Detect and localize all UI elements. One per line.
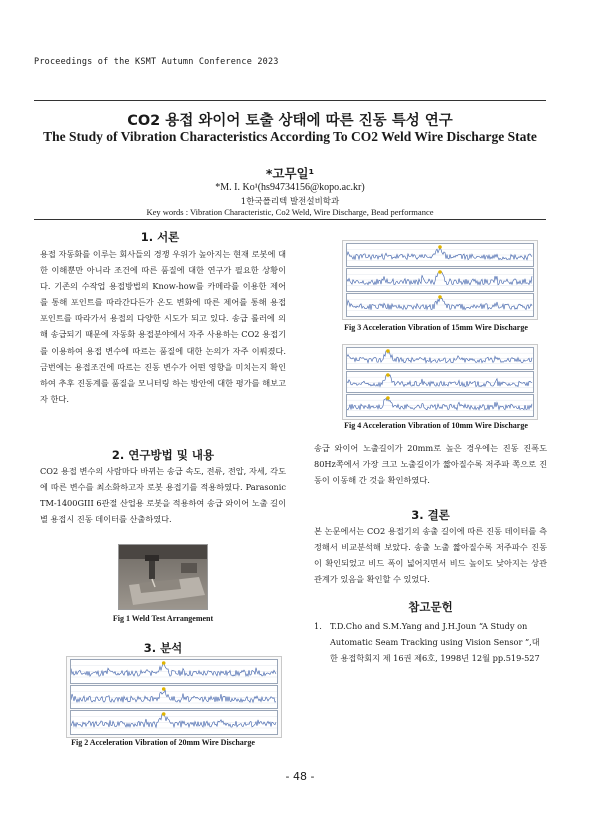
- peak-marker: [438, 295, 442, 299]
- method-text: CO2 용접 변수의 사람마다 바뀌는 송급 속도, 전류, 전압, 자세, 각도에 따른 변수를 최소화하고자 로봇 용접기를 적용하였다. Parasonic TM-1400GIII 6관절 산업용 로봇을 적용하여 송급 와이어 노출 길이별 용접시 진동 데이터를 산출하였다.: [40, 466, 286, 525]
- peak-marker: [162, 661, 166, 665]
- fig4-chart: [342, 344, 538, 420]
- spectrum-trace-panel: [71, 660, 277, 683]
- peak-marker: [386, 349, 390, 353]
- keywords: Key words : Vibration Characteristic, Co2 Weld, Wire Discharge, Bead performance: [146, 207, 434, 217]
- vibration-trace: [347, 374, 532, 387]
- peak-marker: [386, 373, 390, 377]
- spectrum-trace-panel: [347, 294, 533, 316]
- vibration-trace: [71, 689, 276, 702]
- vibration-trace: [347, 297, 532, 310]
- spectrum-trace-panel: [71, 686, 277, 709]
- author-korean: *고무일¹: [265, 166, 315, 181]
- fig3-chart: [342, 240, 538, 320]
- conclusion-text: 본 논문에서는 CO2 용접기의 송출 길이에 따른 진동 데이터를 측정해서 비교분석해 보았다. 송출 노출 짧아질수록 저주파수 진동이 확인되었고 비드 폭이 넓어지면서 비드 높이도 낮아지는 상관관계가 있음을 확인할 수 있었다.: [314, 526, 547, 585]
- fig2-caption: Fig 2 Acceleration Vibration of 20mm Wire Discharge: [71, 738, 255, 747]
- vibration-trace: [347, 247, 532, 260]
- weld-test-photo-graphic: [119, 545, 207, 609]
- title-english: The Study of Vibration Characteristics According To CO2 Weld Wire Discharge State: [43, 129, 537, 144]
- vibration-trace: [71, 715, 276, 728]
- intro-heading: 1. 서론: [140, 230, 180, 244]
- peak-marker: [162, 713, 166, 717]
- affiliation: 1한국폴리텍 발전설비학과: [240, 197, 340, 207]
- spectrum-trace-panel: [347, 244, 533, 266]
- spectrum-trace-panel: [347, 395, 533, 416]
- page-number: - 48 -: [285, 770, 315, 783]
- spectrum-trace-panel: [347, 348, 533, 369]
- peak-marker: [438, 270, 442, 274]
- vibration-trace: [347, 398, 532, 410]
- vibration-trace: [347, 350, 532, 363]
- proceedings-header: Proceedings of the KSMT Autumn Conference 2023: [34, 57, 279, 67]
- keywords-rule: [34, 219, 546, 220]
- method-heading: 2. 연구방법 및 내용: [111, 448, 215, 462]
- peak-marker: [162, 687, 166, 691]
- fig4-caption: Fig 4 Acceleration Vibration of 10mm Wire Discharge: [344, 421, 528, 430]
- analysis-text: 송급 와이어 노출길이가 20mm로 높은 경우에는 진동 진폭도 80Hz쪽에서 가장 크고 노출길이가 짧아질수록 저주파 쪽으로 진동이 이동해 간 것을 확인하였다.: [314, 443, 547, 486]
- fig3-caption: Fig 3 Acceleration Vibration of 15mm Wire Discharge: [344, 323, 528, 332]
- reference-text: T.D.Cho and S.M.Yang and J.H.Joun “A Study on Automatic Seam Tracking using Vision Sensor ”,대한 용접학회지 제 16권 제6호, 1998년 12월 pp.519-527: [330, 621, 540, 663]
- vibration-trace: [71, 663, 276, 676]
- reference-number: 1.: [314, 621, 322, 631]
- analysis-heading: 3. 분석: [143, 641, 183, 655]
- title-korean: CO2 용접 와이어 토출 상태에 따른 진동 특성 연구: [127, 113, 453, 129]
- weld-test-photo: [118, 544, 208, 610]
- spectrum-trace-panel: [71, 711, 277, 734]
- conclusion-heading: 3. 결론: [411, 508, 450, 522]
- peak-marker: [438, 245, 442, 249]
- top-rule: [34, 100, 546, 101]
- references-heading: 참고문헌: [408, 600, 453, 614]
- intro-text: 용접 자동화를 이루는 회사들의 경쟁 우위가 높아지는 현재 로봇에 대한 이해뿐만 아니라 조건에 따른 품질에 대한 연구가 필요한 상황이다. 기존의 수작업 용접방법의 Know-how를 카메라를 이용한 제어를 통해 포인트를 따라간다든가 온도 변화에 따른 제어를 통해 용접 포인트를 따라가서 용접의 다양한 시도가 되고 있다. 송급 롤러에 의해 송급되기 때문에 자동화 용접분야에서 자주 사용하는 CO2 용접기를 이용하여 용접 변수에 따르는 품질에 대한 논의가 자주 이뤄졌다. 금번에는 용접조건에 따르는 진동 변수가 어떤 영향을 미치는지 확인하여 추후 진동계를 품질을 모니터링 하는 방안에 대한 평가를 해보고자 한다.: [40, 249, 286, 404]
- author-english: *M. I. Ko¹(hs94734156@kopo.ac.kr): [215, 182, 365, 193]
- spectrum-trace-panel: [347, 269, 533, 291]
- spectrum-trace-panel: [347, 372, 533, 393]
- fig1-caption: Fig 1 Weld Test Arrangement: [112, 614, 214, 623]
- peak-marker: [386, 397, 390, 401]
- fig2-chart: [66, 656, 282, 738]
